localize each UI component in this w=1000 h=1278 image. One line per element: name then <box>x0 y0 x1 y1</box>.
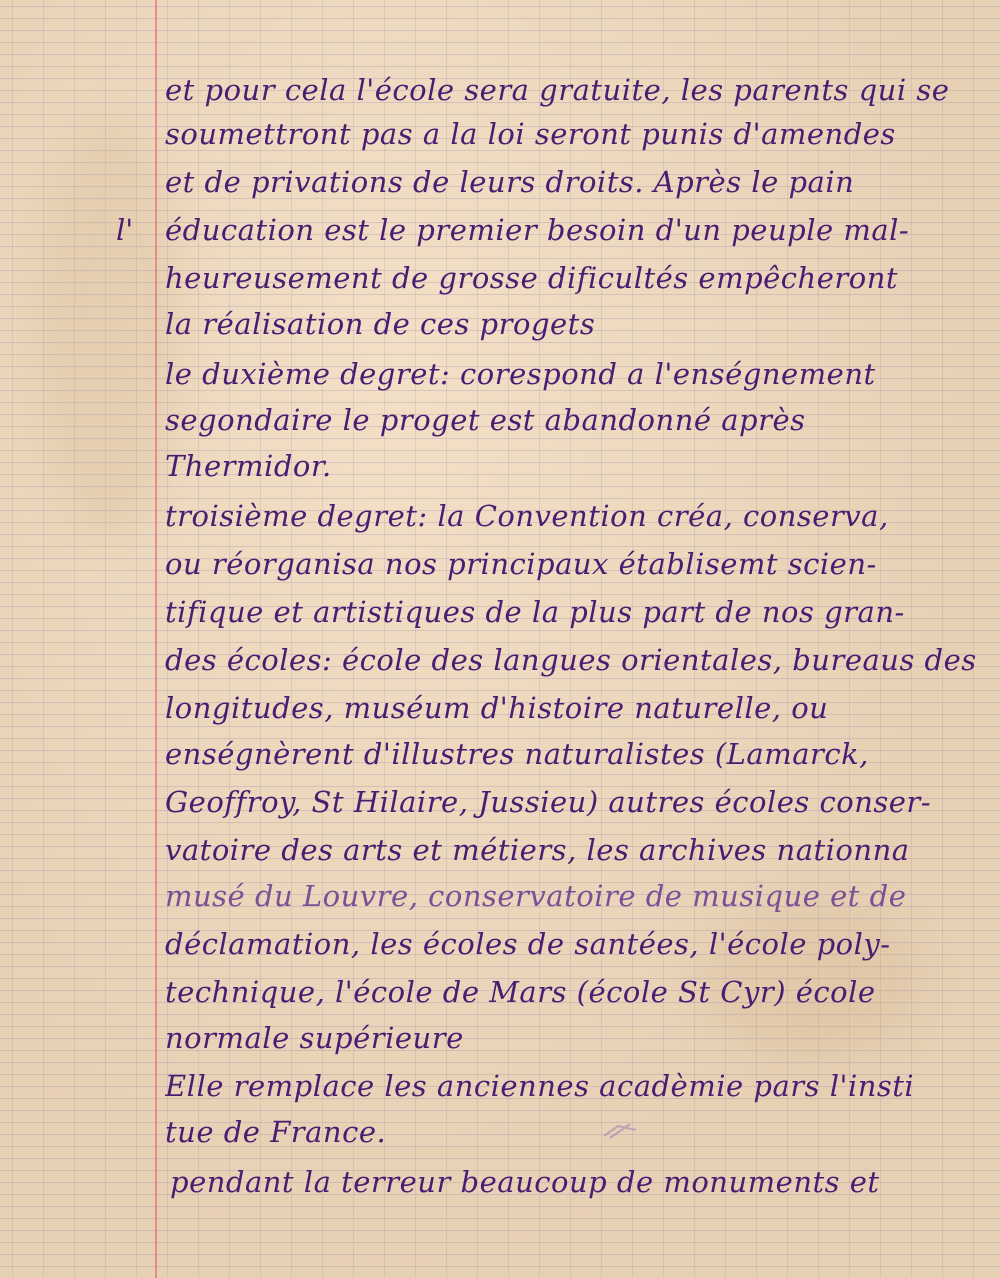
text-line: tifique et artistiques de la plus part de nos gran- <box>165 595 905 629</box>
text-line: technique, l'école de Mars (école St Cyr) école <box>165 975 876 1009</box>
text-line: pendant la terreur beaucoup de monuments et <box>170 1165 880 1199</box>
text-line: et de privations de leurs droits. Après le pain <box>165 165 855 199</box>
text-line: troisième degret: la Convention créa, conserva, <box>165 499 889 533</box>
text-line: tue de France. <box>165 1115 387 1149</box>
text-line: vatoire des arts et métiers, les archives nationna <box>165 833 910 867</box>
text-line: le duxième degret: corespond a l'enségnement <box>165 357 876 391</box>
text-line: longitudes, muséum d'histoire naturelle, ou <box>165 691 829 725</box>
text-line: déclamation, les écoles de santées, l'école poly- <box>165 927 891 961</box>
text-line: soumettront pas a la loi seront punis d'amendes <box>165 117 896 151</box>
text-line: ou réorganisa nos principaux établisemt scien- <box>165 547 877 581</box>
margin-note: l' <box>116 213 134 247</box>
text-line: Elle remplace les anciennes acadèmie pars l'insti <box>165 1069 915 1103</box>
text-line: normale supérieure <box>165 1021 464 1055</box>
text-line: éducation est le premier besoin d'un peuple mal- <box>165 213 910 247</box>
text-line: des écoles: école des langues orientales, bureaus des <box>165 643 977 677</box>
text-line: segondaire le proget est abandonné après <box>165 403 806 437</box>
text-line: Geoffroy, St Hilaire, Jussieu) autres écoles conser- <box>165 785 932 819</box>
text-line: musé du Louvre, conservatoire de musique et de <box>165 879 907 913</box>
text-line: enségnèrent d'illustres naturalistes (Lamarck, <box>165 737 869 771</box>
text-line: la réalisation de ces progets <box>165 307 596 341</box>
text-line: heureusement de grosse dificultés empêcheront <box>165 261 899 295</box>
ink-smudge <box>600 1120 640 1142</box>
text-line: Thermidor. <box>165 449 332 483</box>
text-line: et pour cela l'école sera gratuite, les parents qui se <box>165 73 950 107</box>
